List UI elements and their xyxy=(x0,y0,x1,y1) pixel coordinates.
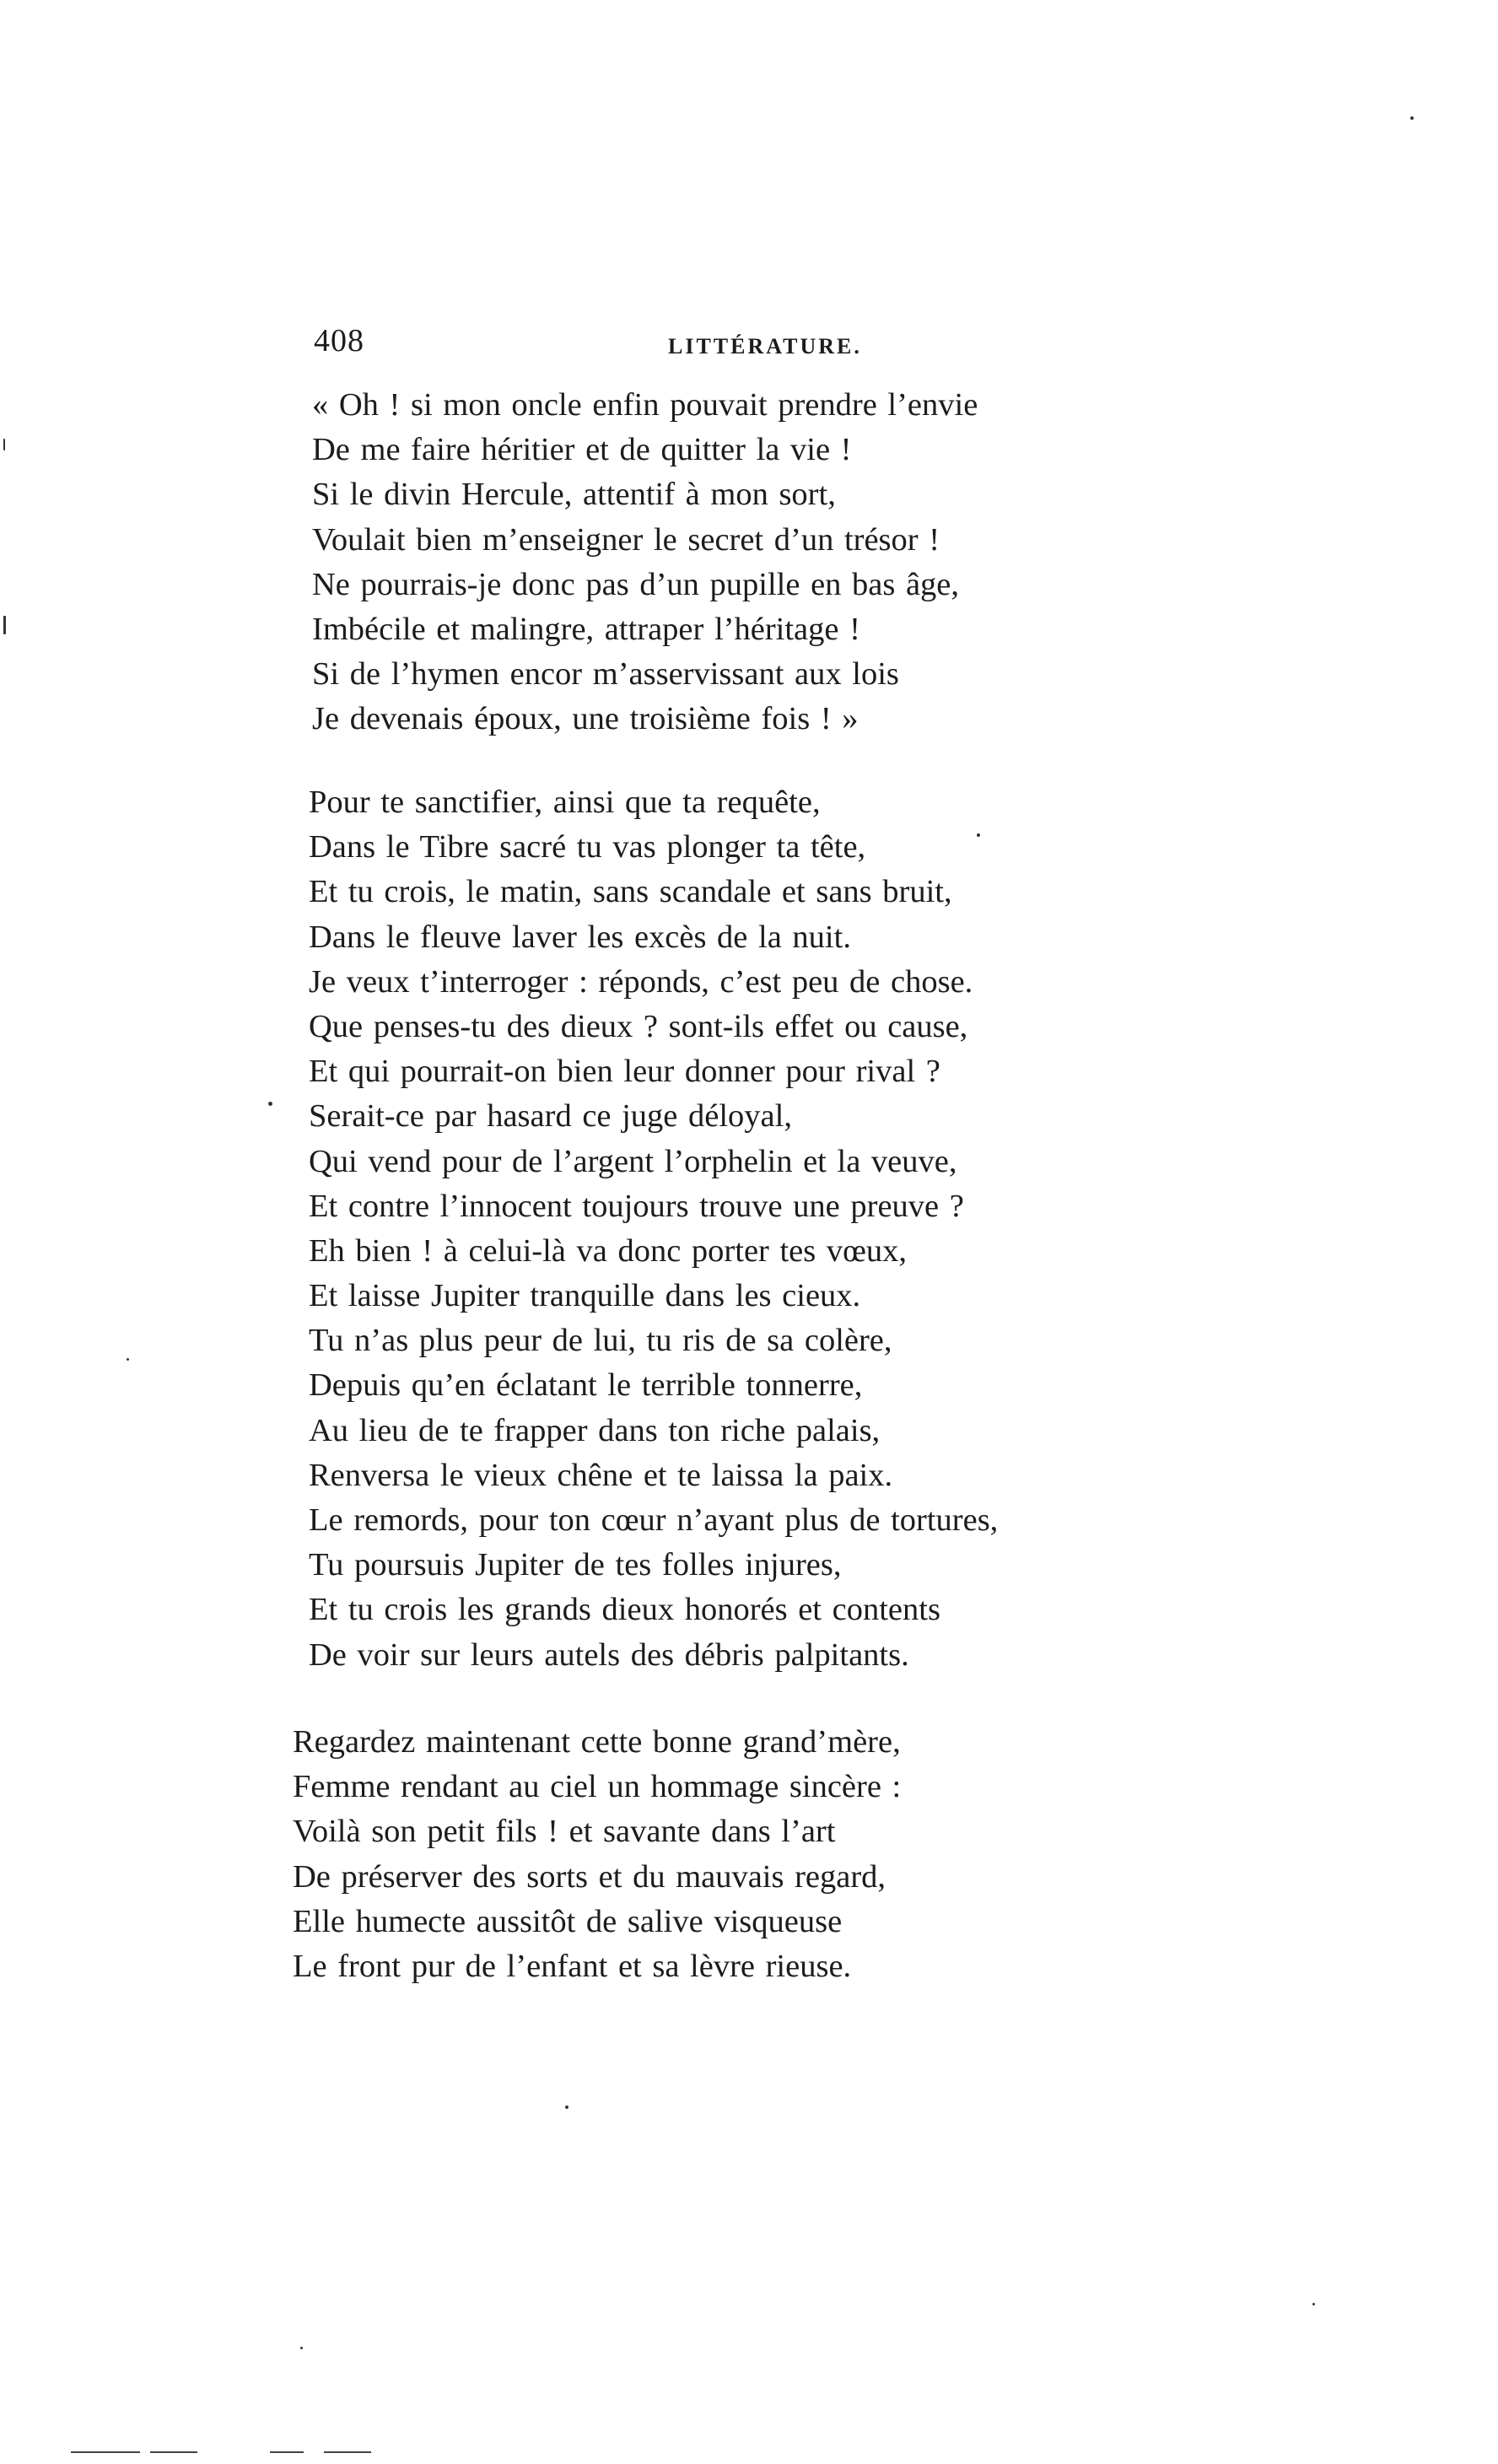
verse-line: Eh bien ! à celui-là va donc porter tes vœux, xyxy=(309,1232,908,1269)
verse-line: Et laisse Jupiter tranquille dans les cieux. xyxy=(309,1278,861,1314)
verse-line: Qui vend pour de l’argent l’orphelin et la veuve, xyxy=(309,1143,957,1179)
verse-line: « Oh ! si mon oncle enfin pouvait prendre l’envie xyxy=(312,387,978,423)
verse-line: Et tu crois les grands dieux honorés et contents xyxy=(309,1592,940,1628)
verse-line: Renversa le vieux chêne et te laissa la paix. xyxy=(309,1457,893,1493)
verse-line: De voir sur leurs autels des débris palpitants. xyxy=(309,1636,909,1673)
verse-line: Je devenais époux, une troisième fois ! » xyxy=(312,701,859,737)
scan-speck xyxy=(1410,116,1414,120)
verse-line: Tu poursuis Jupiter de tes folles injures, xyxy=(309,1547,842,1583)
verse-line: Voulait bien m’enseigner le secret d’un trésor ! xyxy=(312,521,940,558)
verse-line: Elle humecte aussitôt de salive visqueuse xyxy=(293,1903,843,1939)
verse-line: Regardez maintenant cette bonne grand’mère, xyxy=(293,1724,901,1760)
verse-line: Et qui pourrait-on bien leur donner pour rival ? xyxy=(309,1054,940,1090)
verse-line: Je veux t’interroger : réponds, c’est peu de chose. xyxy=(309,963,973,1000)
stanza-1 xyxy=(312,383,978,742)
verse-line: Depuis qu’en éclatant le terrible tonnerre, xyxy=(309,1367,863,1404)
verse-line: Si de l’hymen encor m’asservissant aux lois xyxy=(312,656,899,693)
edge-mark xyxy=(150,2451,197,2453)
scan-speck xyxy=(268,1102,272,1106)
verse-line: Dans le fleuve laver les excès de la nuit. xyxy=(309,919,851,955)
verse-line: Ne pourrais-je donc pas d’un pupille en bas âge, xyxy=(312,566,960,602)
stanza-3 xyxy=(293,1720,901,1989)
scan-speck xyxy=(1312,2303,1315,2305)
verse-line: Pour te sanctifier, ainsi que ta requête, xyxy=(309,784,821,820)
scan-speck xyxy=(127,1358,129,1361)
verse-line: Au lieu de te frapper dans ton riche palais, xyxy=(309,1412,881,1448)
verse-line: De me faire héritier et de quitter la vie ! xyxy=(312,432,852,468)
verse-line: Si le divin Hercule, attentif à mon sort, xyxy=(312,477,836,513)
edge-mark xyxy=(71,2451,140,2453)
running-title: LITTÉRATURE. xyxy=(668,334,862,359)
verse-line: Serait-ce par hasard ce juge déloyal, xyxy=(309,1098,792,1135)
verse-line: Le remords, pour ton cœur n’ayant plus de tortures, xyxy=(309,1502,999,1538)
verse-line: Voilà son petit fils ! et savante dans l’art xyxy=(293,1814,836,1850)
verse-line: Femme rendant au ciel un hommage sincère : xyxy=(293,1769,902,1805)
edge-mark xyxy=(270,2451,304,2453)
edge-mark xyxy=(324,2451,371,2453)
stanza-2 xyxy=(309,780,998,1678)
page-number: 408 xyxy=(314,323,364,359)
scan-speck xyxy=(565,2105,568,2109)
scan-speck xyxy=(3,616,6,634)
scan-speck xyxy=(977,833,980,837)
verse-line: Et tu crois, le matin, sans scandale et sans bruit, xyxy=(309,874,952,910)
verse-line: Et contre l’innocent toujours trouve une preuve ? xyxy=(309,1188,964,1224)
verse-line: Tu n’as plus peur de lui, tu ris de sa colère, xyxy=(309,1323,892,1359)
verse-line: Le front pur de l’enfant et sa lèvre rieuse. xyxy=(293,1948,852,1984)
verse-line: Que penses-tu des dieux ? sont-ils effet ou cause, xyxy=(309,1008,968,1044)
verse-line: De préserver des sorts et du mauvais regard, xyxy=(293,1858,886,1895)
verse-line: Imbécile et malingre, attraper l’héritage ! xyxy=(312,611,860,647)
scan-speck xyxy=(3,439,5,450)
scan-speck xyxy=(300,2347,303,2349)
verse-line: Dans le Tibre sacré tu vas plonger ta tête, xyxy=(309,829,866,865)
